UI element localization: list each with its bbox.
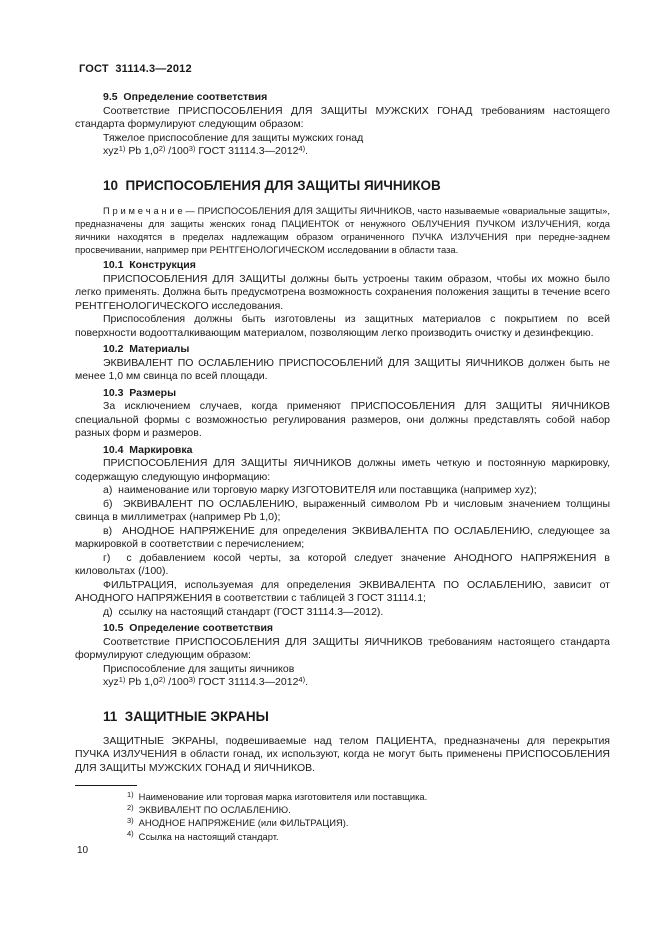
conformity-formula-10-5 [75,676,610,690]
footnote-marker: 1) [127,789,134,799]
paragraph-10-1-a: ПРИСПОСОБЛЕНИЯ ДЛЯ ЗАЩИТЫ должны быть устроены таким образом, чтобы их можно было легко применять. Должна быть предусмотрена возможность сохранения положения защиты в течение всего РЕНТГЕНОЛОГИЧЕСКОГО исследования. [75,272,610,312]
footnote [75,816,610,829]
section-heading-11: 11 ЗАЩИТНЫЕ ЭКРАНЫ [103,708,269,724]
footnote-marker: 4) [127,829,134,839]
footnote-marker: 4) [298,143,306,153]
section-heading-10: 10 ПРИСПОСОБЛЕНИЯ ДЛЯ ЗАЩИТЫ ЯИЧНИКОВ [103,177,441,193]
formula-part: Pb 1,0 [125,145,159,157]
paragraph-10-5: Соответствие ПРИСПОСОБЛЕНИЯ ДЛЯ ЗАЩИТЫ ЯИЧНИКОВ требованиям настоящего стандарта формулируют следующим образом: [75,635,610,662]
list-item-a: а) наименование или торговую марку ИЗГОТОВИТЕЛЯ или поставщика (например xyz); [103,484,537,497]
conformity-formula-9-5 [75,145,610,159]
formula-part: xyz [103,676,119,689]
footnote-rule [75,785,137,786]
formula-part: ГОСТ 31114.3—2012 [195,676,299,689]
footnote-text: АНОДНОЕ НАПРЯЖЕНИЕ (или ФИЛЬТРАЦИЯ). [138,817,349,829]
formula-part: xyz [103,145,119,157]
formula-part: Pb 1,0 [125,676,159,689]
list-item-d: д) ссылку на настоящий стандарт (ГОСТ 31114.3—2012). [103,605,384,618]
footnote-marker: 1) [118,674,126,684]
footnotes-block [75,785,610,843]
footnote-marker: 1) [118,143,126,153]
paragraph-10-4-filtration: ФИЛЬТРАЦИЯ, используемая для определения ЭКВИВАЛЕНТА ПО ОСЛАБЛЕНИЮ, зависит от АНОДНОГО НАПРЯЖЕНИЯ в соответствии с таблицей 3 ГОСТ 31114.1; [75,578,610,605]
subsection-heading-10-2: 10.2 Материалы [103,343,190,356]
paragraph-10-2: ЭКВИВАЛЕНТ ПО ОСЛАБЛЕНИЮ ПРИСПОСОБЛЕНИЙ ДЛЯ ЗАЩИТЫ ЯИЧНИКОВ должен быть не менее 1,0 мм свинца по всей площади. [75,356,610,383]
note-10: П р и м е ч а н и е — ПРИСПОСОБЛЕНИЯ ДЛЯ ЗАЩИТЫ ЯИЧНИКОВ, часто называемые «овариальные защиты», предназначены для защиты женских гонад ПАЦИЕНТОК от ненужного ОБЛУЧЕНИЯ ПУЧКОМ ИЗЛУЧЕНИЯ, когда яичники находятся в пределах надлежащим образом ограниченного ПУЧКА ИЗЛУЧЕНИЯ при передне-заднем просвечивании, например при РЕНТГЕНОЛОГИЧЕСКОМ исследовании в области таза. [75,204,610,256]
document-page [75,0,610,775]
footnote-marker: 3) [188,143,196,153]
formula-part: /100 [165,676,189,689]
list-item-b: б) ЭКВИВАЛЕНТ ПО ОСЛАБЛЕНИЮ, выраженный символом Pb и числовым значением толщины свинца в миллиметрах (например Pb 1,0); [75,497,610,524]
paragraph-11: ЗАЩИТНЫЕ ЭКРАНЫ, подвешиваемые над телом ПАЦИЕНТА, предназначены для перекрытия ПУЧКА ИЗЛУЧЕНИЯ в области гонад, их используют, когда не могут быть применены ПРИСПОСОБЛЕНИЯ ДЛЯ ЗАЩИТЫ МУЖСКИХ ГОНАД И ЯИЧНИКОВ. [75,734,610,774]
footnote-marker: 2) [158,674,166,684]
footnote [75,803,610,816]
subsection-heading-10-1: 10.1 Конструкция [103,259,196,272]
paragraph-10-4: ПРИСПОСОБЛЕНИЯ ДЛЯ ЗАЩИТЫ ЯИЧНИКОВ должны иметь четкую и постоянную маркировку, содержащую следующую информацию: [75,457,610,483]
footnote [75,790,610,803]
paragraph-9-5: Соответствие ПРИСПОСОБЛЕНИЯ ДЛЯ ЗАЩИТЫ МУЖСКИХ ГОНАД требованиям настоящего стандарта формулируют следующим образом: [75,104,610,130]
paragraph-10-1-b: Приспособления должны быть изготовлены из защитных материалов с покрытием по всей поверхности водоотталкивающим материалом, позволяющим легко производить очистку и дезинфекцию. [75,313,610,339]
footnote-marker: 3) [188,674,196,684]
doc-header: ГОСТ 31114.3—2012 [79,63,192,75]
formula-part: ГОСТ 31114.3—2012 [195,145,299,157]
page-number: 10 [77,845,89,856]
footnote [75,830,610,843]
footnote-marker: 4) [298,674,306,684]
formula-part: . [305,676,309,689]
footnote-text: Наименование или торговая марка изготовителя или поставщика. [138,791,428,802]
subsection-heading-9-5: 9.5 Определение соответствия [103,91,268,103]
example-intro-10-5: Приспособление для защиты яичников [103,662,295,675]
subsection-heading-10-3: 10.3 Размеры [103,386,177,399]
subsection-heading-10-4: 10.4 Маркировка [103,443,193,456]
formula-part: . [305,145,309,157]
list-item-g: г) с добавлением косой черты, за которой следует значение АНОДНОГО НАПРЯЖЕНИЯ в киловольтах (/100). [75,551,610,578]
subsection-heading-10-5: 10.5 Определение соответствия [103,622,274,635]
example-intro-9-5: Тяжелое приспособление для защиты мужских гонад [103,131,364,144]
footnote-text: Ссылка на настоящий стандарт. [138,830,279,842]
footnote-marker: 3) [127,815,134,825]
footnote-marker: 2) [127,802,134,812]
footnote-text: ЭКВИВАЛЕНТ ПО ОСЛАБЛЕНИЮ. [138,804,291,816]
paragraph-10-3: За исключением случаев, когда применяют ПРИСПОСОБЛЕНИЯ ДЛЯ ЗАЩИТЫ ЯИЧНИКОВ специальной формы с возможностью регулирования размеров, они должны представлять собой набор разных форм и размеров. [75,400,610,440]
list-item-v: в) АНОДНОЕ НАПРЯЖЕНИЕ для определения ЭКВИВАЛЕНТА ПО ОСЛАБЛЕНИЮ, следующее за маркировкой в соответствии с перечислением; [75,524,610,551]
footnote-marker: 2) [158,143,166,153]
formula-part: /100 [165,145,189,157]
